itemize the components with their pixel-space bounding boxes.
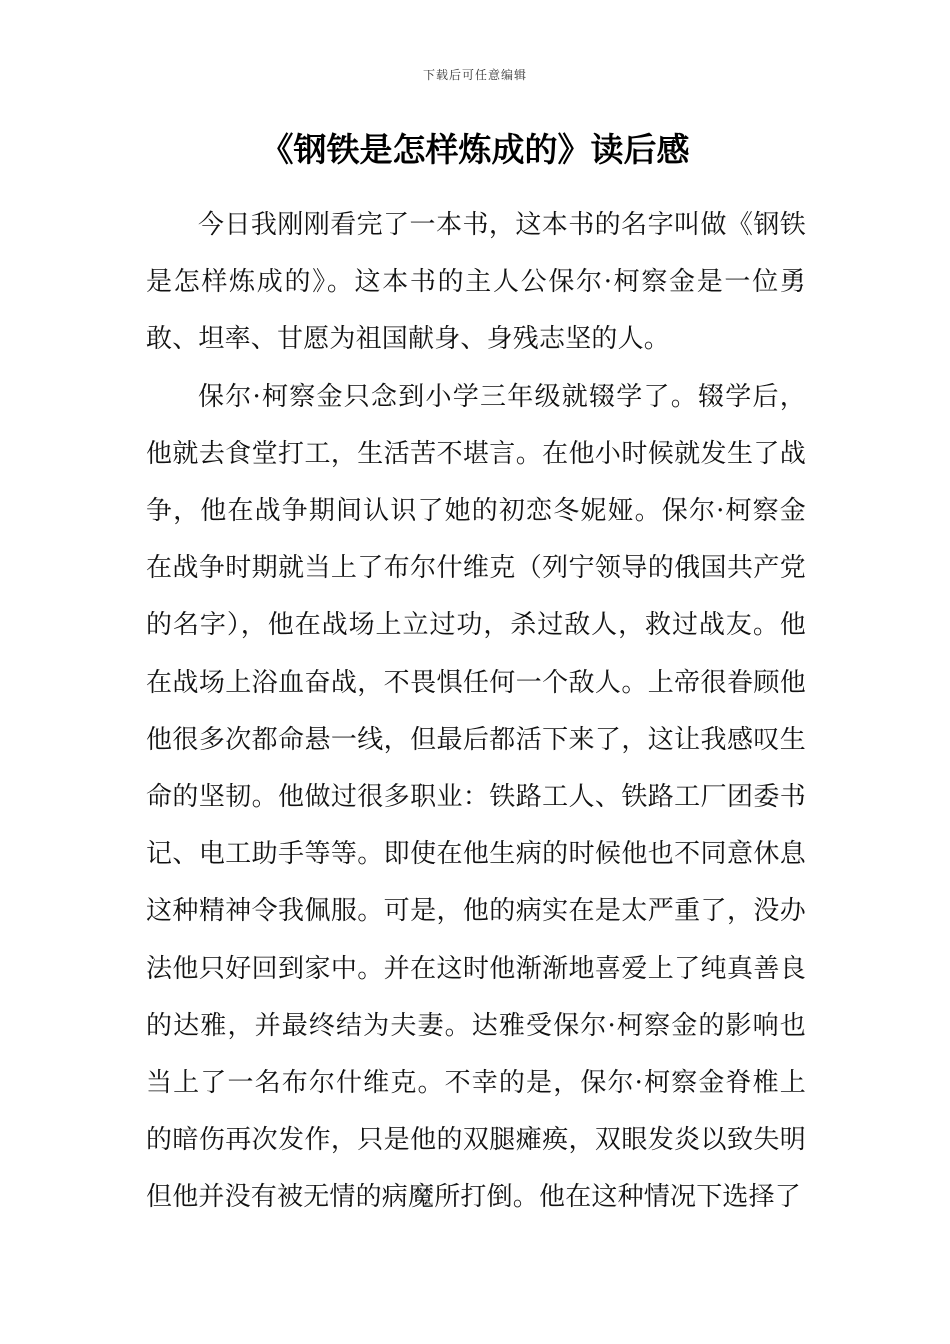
- header-note: 下载后可任意编辑: [422, 68, 527, 82]
- paragraph-1: 今日我刚刚看完了一本书，这本书的名字叫做《钢铁是怎样炼成的》。这本书的主人公保尔·柯察金是一位勇敢、坦率、甘愿为祖国献身、身残志坚的人。: [146, 210, 806, 355]
- document-body: [146, 197, 806, 1227]
- document-title: 《钢铁是怎样炼成的》读后感: [260, 130, 690, 169]
- paragraph-2: 保尔·柯察金只念到小学三年级就辍学了。辍学后，他就去食堂打工，生活苦不堪言。在他小时候就发生了战争，他在战争期间认识了她的初恋冬妮娅。保尔·柯察金在战争时期就当上了布尔什维克（列宁领导的俄国共产党的名字），他在战场上立过功，杀过敌人，救过战友。他在战场上浴血奋战，不畏惧任何一个敌人。上帝很眷顾他他很多次都命悬一线，但最后都活下来了，这让我感叹生命的坚韧。他做过很多职业：铁路工人、铁路工厂团委书记、电工助手等等。即使在他生病的时候他也不同意休息这种精神令我佩服。可是，他的病实在是太严重了，没办法他只好回到家中。并在这时他渐渐地喜爱上了纯真善良的达雅，并最终结为夫妻。达雅受保尔·柯察金的影响也当上了一名布尔什维克。不幸的是，保尔·柯察金脊椎上的暗伤再次发作，只是他的双腿瘫痪，双眼发炎以致失明但他并没有被无情的病魔所打倒。他在这种情况下选择了: [146, 381, 806, 1213]
